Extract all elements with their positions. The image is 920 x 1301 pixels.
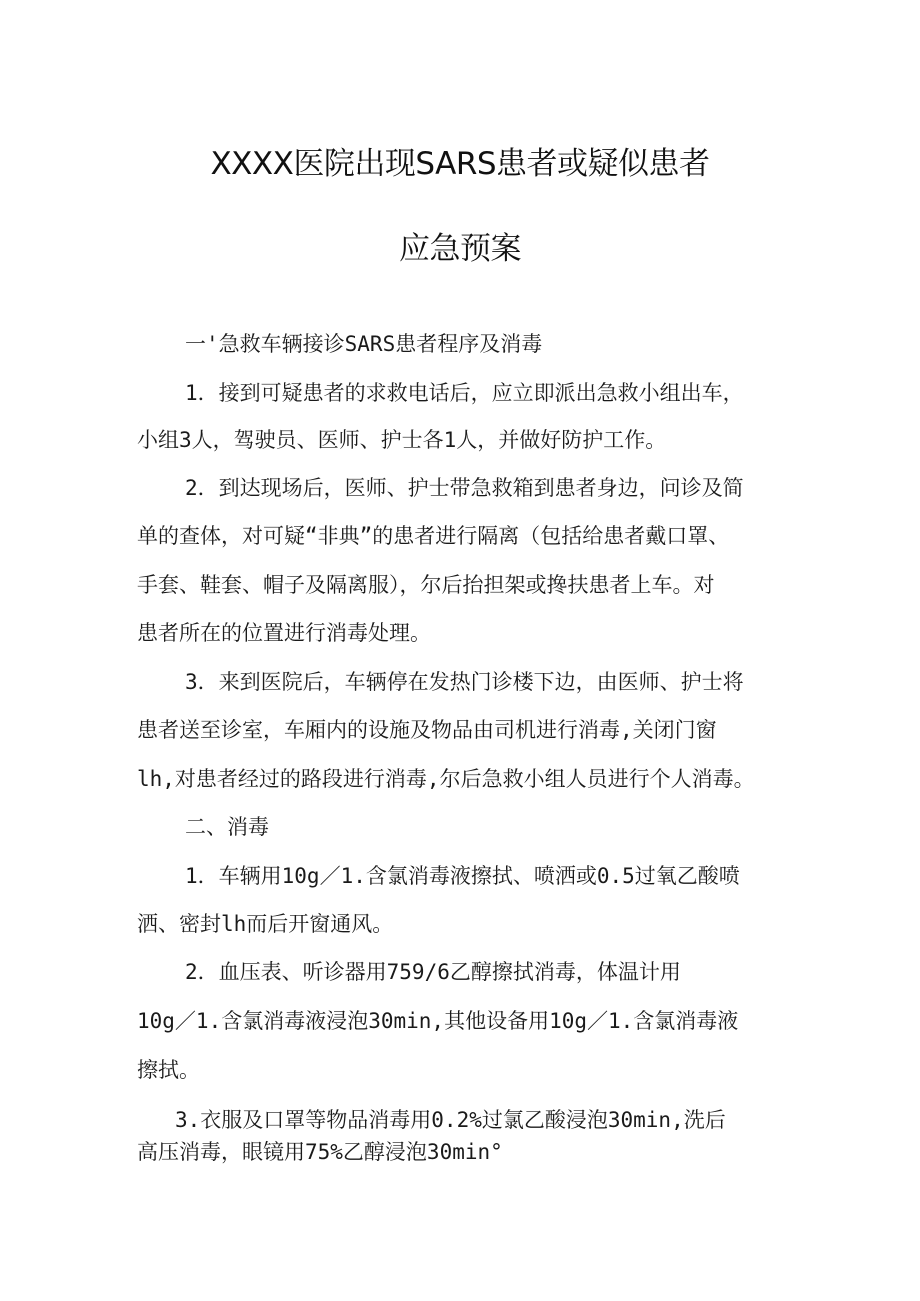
paragraph-line: 1．接到可疑患者的求救电话后，应立即派出急救小组出车，: [185, 381, 744, 405]
paragraph-line: 10g／1.含氯消毒液浸泡30min,其他设备用10g／1.含氯消毒液: [137, 1009, 739, 1033]
document-title-line-2: 应急预案: [399, 231, 521, 267]
section-heading-disinfection: 二、消毒: [185, 815, 269, 839]
paragraph-line: 3.衣服及口罩等物品消毒用0.2%过氯乙酸浸泡30min,洗后: [175, 1108, 726, 1132]
paragraph-line: 1．车辆用10g／1.含氯消毒液擦拭、喷洒或0.5过氧乙酸喷: [185, 864, 740, 888]
paragraph-line: 洒、密封lh而后开窗通风。: [137, 912, 394, 936]
paragraph-line: 患者所在的位置进行消毒处理。: [137, 621, 431, 645]
paragraph-line: 2．血压表、听诊器用759/6乙醇擦拭消毒，体温计用: [185, 960, 681, 984]
section-heading-ambulance: 一'急救车辆接诊SARS患者程序及消毒: [185, 332, 543, 356]
paragraph-line: 单的查体，对可疑“非典”的患者进行隔离（包括给患者戴口罩、: [137, 524, 730, 548]
paragraph-line: 患者送至诊室，车厢内的设施及物品由司机进行消毒,关闭门窗: [137, 718, 717, 742]
paragraph-line: 擦拭。: [137, 1058, 200, 1082]
paragraph-line: 3．来到医院后，车辆停在发热门诊楼下边，由医师、护士将: [185, 670, 744, 694]
paragraph-line: 小组3人，驾驶员、医师、护士各1人，并做好防护工作。: [137, 428, 667, 452]
document-title-line-1: XXXX医院出现SARS患者或疑似患者: [210, 146, 710, 182]
paragraph-line: 手套、鞋套、帽子及隔离服），尔后抬担架或搀扶患者上车。对: [137, 573, 715, 597]
paragraph-line: 2．到达现场后，医师、护士带急救箱到患者身边，问诊及简: [185, 476, 744, 500]
paragraph-line: 高压消毒，眼镜用75%乙醇浸泡30min°: [137, 1140, 503, 1164]
paragraph-line: lh,对患者经过的路段进行消毒,尔后急救小组人员进行个人消毒。: [137, 767, 755, 791]
